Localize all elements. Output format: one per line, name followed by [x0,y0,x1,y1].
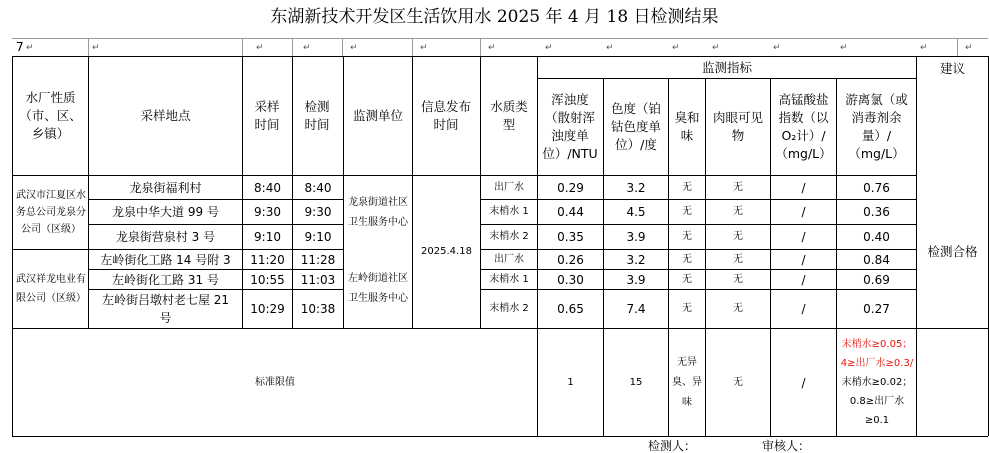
color-cell: 3.9 [626,272,646,287]
monitor-unit-cell: 龙泉街道社区卫生服务中心 [348,196,408,228]
header-color: 色度（铂钴色度单位）/度 [610,101,661,152]
limit-odor: 无异臭、异味 [672,356,702,408]
header-sample-time: 采样时间 [254,99,280,132]
visible-cell: 无 [733,253,743,265]
color-cell: 3.2 [626,252,646,267]
header-visible: 肉眼可见物 [712,110,763,143]
color-cell: 3.9 [626,230,646,244]
chlorine-cell: 0.36 [863,205,890,219]
water-type-cell: 出厂水 [494,181,524,193]
odor-cell: 无 [682,303,692,314]
limit-chlorine [839,329,915,436]
chlorine-cell: 0.27 [863,302,890,316]
visible-cell: 无 [733,231,743,242]
paragraph-mark-row: ↵ [606,43,614,53]
test-time-cell: 11:28 [300,252,336,267]
paragraph-mark-row: ↵ [712,43,720,53]
permanganate-cell: / [801,252,806,267]
paragraph-mark-row: ↵ [840,43,848,53]
limit-chlorine-black: 末梢水≥0.02；0.8≥出厂水≥0.1 [841,377,913,426]
odor-cell: 无 [682,231,692,242]
paragraph-mark-row: ↵ [488,43,496,53]
grid-line [12,436,988,437]
paragraph-mark-row: ↵ [350,43,358,53]
test-time-cell: 11:03 [300,272,336,287]
sample-time-cell: 9:30 [254,205,281,219]
odor-cell: 无 [682,206,692,217]
permanganate-cell: / [801,205,806,219]
grid-line [242,38,243,56]
header-water-type: 水质类型 [490,99,528,132]
limit-color: 15 [629,376,643,388]
publish-date-cell: 2025.4.18 [421,246,472,257]
color-cell: 4.5 [626,205,646,219]
paragraph-mark-row: ↵ [420,43,428,53]
test-time-cell: 8:40 [304,180,332,195]
turbidity-cell: 0.30 [557,272,584,287]
location-cell: 龙泉中华大道 99 号 [112,205,219,219]
sample-time-cell: 8:40 [254,180,281,195]
header-odor: 臭和味 [674,110,700,143]
color-cell: 3.2 [626,180,646,195]
permanganate-cell: / [801,302,806,316]
limits-label: 标准限值 [255,376,295,388]
paragraph-mark-row: ↵ [256,43,264,53]
paragraph-mark-row: ↵ [920,43,928,53]
turbidity-cell: 0.29 [557,180,584,195]
visible-cell: 无 [733,303,743,314]
paragraph-mark-row: ↵ [672,43,680,53]
header-plant-type: 水厂性质（市、区、乡镇） [19,90,82,141]
water-type-cell: 末梢水 1 [489,206,529,217]
grid-line [412,38,413,56]
paragraph-mark-row: ↵ [773,43,781,53]
header-permanganate: 高锰酸盐指数（以O₂计）/（mg/L） [775,92,832,161]
paragraph-mark-row: ↵ [303,43,311,53]
test-time-cell: 9:30 [304,205,332,219]
header-indicators-group: 监测指标 [701,59,752,75]
test-time-cell: 9:10 [304,230,332,244]
monitor-unit-cell: 左岭街道社区卫生服务中心 [348,273,408,304]
paragraph-mark-row: ↵ [545,43,553,53]
chlorine-cell: 0.40 [863,230,890,244]
permanganate-cell: / [801,180,806,195]
row-marker: 7 [16,40,24,54]
header-location: 采样地点 [140,108,191,123]
paragraph-mark-row: ↵ [92,43,100,53]
turbidity-cell: 0.26 [557,252,584,267]
location-cell: 龙泉街福利村 [129,180,202,195]
turbidity-cell: 0.65 [557,302,584,316]
sample-time-cell: 9:10 [254,230,281,244]
chlorine-cell: 0.76 [863,180,890,195]
visible-cell: 无 [733,206,743,217]
paragraph-mark-row: ↵ [965,43,973,53]
location-cell: 左岭街化工路 14 号附 3 [100,252,231,267]
header-monitor-unit: 监测单位 [352,108,403,123]
grid-line [342,38,343,56]
sample-time-cell: 10:55 [250,272,285,287]
visible-cell: 无 [733,181,743,193]
header-chlorine: 游离氯（或消毒剂余量）/（mg/L） [845,92,908,161]
odor-cell: 无 [682,181,692,193]
odor-cell: 无 [682,253,692,265]
location-cell: 龙泉街营泉村 3 号 [115,230,216,244]
plant-type-cell: 武汉市江夏区水务总公司龙泉分公司（区级） [16,190,86,235]
header-test-time: 检测时间 [304,99,330,132]
color-cell: 7.4 [626,302,646,316]
grid-line [88,38,89,56]
water-type-cell: 末梢水 2 [489,231,529,242]
header-suggestion: 建议 [939,61,965,76]
water-type-cell: 出厂水 [494,253,524,265]
permanganate-cell: / [801,230,806,244]
sample-time-cell: 11:20 [250,252,285,267]
sample-time-cell: 10:29 [250,302,285,316]
water-type-cell: 末梢水 2 [489,303,529,314]
header-turbidity: 浑浊度（散射浑浊度单位）/NTU [542,92,598,161]
turbidity-cell: 0.35 [557,230,584,244]
header-publish-time: 信息发布时间 [420,99,471,132]
signature-line: 检测人： 审核人： [648,439,811,453]
paragraph-mark-row: ↵ [26,43,34,53]
page-title: 东湖新技术开发区生活饮用水 2025 年 4 月 18 日检测结果 [270,7,719,27]
limit-chlorine-red: 末梢水≥0.05；4≥出厂水≥0.3/ [840,339,914,369]
location-cell: 左岭街吕墩村老七屋 21 号 [101,293,230,325]
turbidity-cell: 0.44 [557,205,584,219]
odor-cell: 无 [682,273,692,285]
grid-line [12,38,988,39]
grid-line [957,38,958,56]
result-cell: 检测合格 [927,244,978,259]
chlorine-cell: 0.84 [863,252,890,267]
grid-line [292,38,293,56]
limit-visible: 无 [733,376,743,388]
test-time-cell: 10:38 [300,302,336,316]
permanganate-cell: / [801,272,806,287]
limit-turbidity: 1 [567,376,574,388]
water-type-cell: 末梢水 1 [489,273,529,285]
grid-line [480,38,481,56]
chlorine-cell: 0.69 [863,272,890,287]
limit-permanganate: / [801,375,806,390]
plant-type-cell: 武汉祥龙电业有限公司（区级） [16,274,86,304]
location-cell: 左岭街化工路 31 号 [112,272,219,287]
visible-cell: 无 [733,273,743,285]
